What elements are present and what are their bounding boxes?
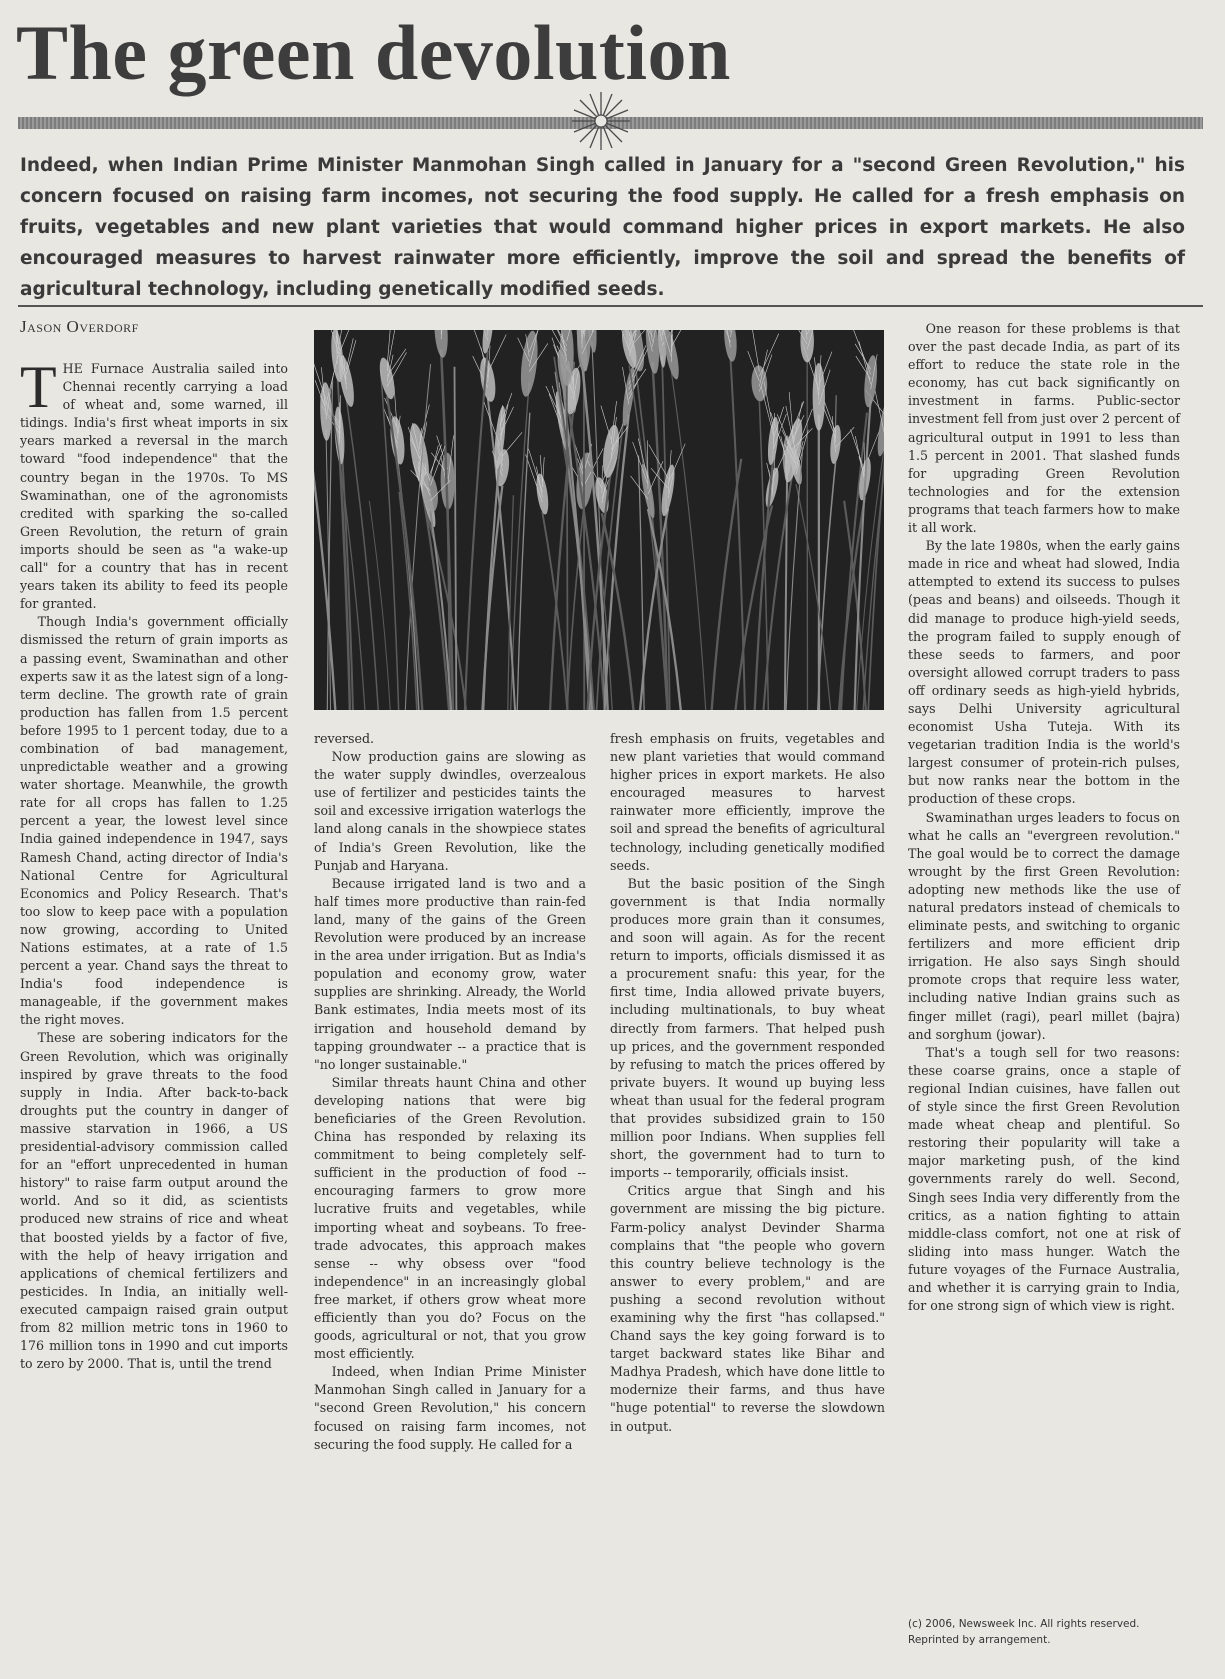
wheat-stalks-illustration [314, 330, 884, 710]
paragraph: reversed. [314, 731, 375, 746]
paragraph: These are sobering indicators for the Green Revolution, which was originally inspired by grave threats to the food supply in India. After back-to-back droughts put the country in danger of massive starvation in 1966, a US presidential-advisory commission called for an "effort unprecedented in human history" to raise farm output around the world. And so it did, as scientists produced new strains of rice and wheat that boosted yields by a factor of five, with the help of heavy irrigation and applications of chemical fertilizers and pesticides. In India, an initially well-executed campaign raised grain output from 82 million metric tons in 1960 to 176 million tons in 1990 and cut imports to zero by 2000. That is, until the trend [20, 1030, 288, 1372]
article-column-3 [610, 730, 885, 1436]
article-column-4 [908, 320, 1180, 1315]
reprint-line: Reprinted by arrangement. [908, 1634, 1051, 1646]
article-column-2 [314, 730, 586, 1454]
copyright-notice [908, 1616, 1180, 1648]
paragraph: By the late 1980s, when the early gains made in rice and wheat had slowed, India attempted to extend its success to pulses (peas and beans) and oilseeds. Though it did manage to produce high-yield seeds, the program failed to supply enough of these seeds to farmers, and poor oversight allowed corrupt traders to pass off ordinary seeds as high-yield hybrids, says Delhi University agricultural economist Usha Tuteja. With its vegetarian tradition India is the world's largest consumer of protein-rich pulses, but now ranks near the bottom in the production of these crops. [908, 538, 1180, 807]
paragraph: THE Furnace Australia sailed into Chennai recently carrying a load of wheat and, some warned, ill tidings. India's first wheat imports in six years marked a reversal in the march toward "food independence" that the country began in the 1970s. To MS Swaminathan, one of the agronomists credited with sparking the so-called Green Revolution, the return of grain imports should be seen as "a wake-up call" for a country that has in recent years taken its ability to feed its people for granted. [20, 354, 288, 612]
paragraph: fresh emphasis on fruits, vegetables and new plant varieties that would command higher prices in export markets. He also encouraged measures to harvest rainwater more efficiently, improve the soil and spread the benefits of agricultural technology, including genetically modified seeds. [610, 731, 885, 873]
article-column-1 [20, 354, 288, 1373]
copyright-line: (c) 2006, Newsweek Inc. All rights reserved. [908, 1618, 1140, 1630]
starburst-icon [568, 88, 634, 154]
paragraph: Though India's government officially dismissed the return of grain imports as a passing event, Swaminathan and other experts saw it as the latest sign of a long-term decline. The growth rate of grain production has fallen from 1.5 percent before 1995 to 1 percent today, due to a combination of bad management, unpredictable weather and a growing water shortage. Meanwhile, the growth rate for all crops has fallen to 1.25 percent a year, the lowest level since India gained independence in 1947, says Ramesh Chand, acting director of India's National Centre for Agricultural Economics and Policy Research. That's too slow to keep pace with a population now growing, according to United Nations estimates, at a rate of 1.5 percent a year. Chand says the threat to India's food independence is manageable, if the government makes the right moves. [20, 614, 288, 1028]
paragraph: Swaminathan urges leaders to focus on what he calls an "evergreen revolution." The goal would be to correct the damage wrought by the first Green Revolution: adopting new methods like the use of natural predators instead of chemicals to eliminate pests, and switching to organic fertilizers and more efficient drip irrigation. He also says Singh should promote crops that require less water, including native Indian grains such as finger millet (ragi), pearl millet (bajra) and sorghum (jowar). [908, 809, 1180, 1042]
paragraph: That's a tough sell for two reasons: these coarse grains, once a staple of regional Indian cuisines, have fallen out of style since the first Green Revolution made wheat cheap and plentiful. So restoring their popularity will take a major marketing push, of the kind governments rarely do well. Second, Singh sees India very differently from the critics, as a nation fighting to attain middle-class comfort, not one at risk of sliding into mass hunger. Watch the future voyages of the Furnace Australia, and whether it is carrying grain to India, for one strong sign of which view is right. [908, 1044, 1180, 1314]
paragraph: But the basic position of the Singh government is that India normally produces more grain than it consumes, and soon will again. As for the recent return to imports, officials dismissed it as a procurement snafu: this year, for the first time, India allowed private buyers, including multinationals, to buy wheat directly from farmers. That helped push up prices, and the government responded by refusing to match the prices offered by private buyers. It wound up buying less wheat than usual for the federal program that provides subsidized grain to 150 million poor Indians. When supplies fell short, the government had to turn to imports -- temporarily, officials insist. [610, 875, 885, 1181]
wheat-field-photo [314, 330, 884, 710]
paragraph: Indeed, when Indian Prime Minister Manmohan Singh called in January for a "second Green Revolution," his concern focused on raising farm incomes, not securing the food supply. He called for a [314, 1364, 586, 1452]
headline: The green devolution [16, 9, 731, 96]
byline: Jason Overdorf [20, 317, 139, 336]
paragraph: One reason for these problems is that over the past decade India, as part of its effort to reduce the state role in the economy, has cut back significantly on investment in farms. Public-sector investment fell from just over 2 percent of agricultural output in 1991 to less than 1.5 percent in 2001. That slashed funds for upgrading Green Revolution technologies and for the extension programs that teach farmers how to make it all work. [908, 321, 1180, 536]
paragraph: Similar threats haunt China and other developing nations that were big beneficiaries of the Green Revolution. China has responded by relaxing its commitment to being completely self-sufficient in the production of food -- encouraging farmers to grow more lucrative fruits and vegetables, while importing wheat and soybeans. To free-trade advocates, this approach makes sense -- why obsess over "food independence" in an increasingly global free market, if others grow wheat more efficiently than you do? Focus on the goods, agricultural or not, that you grow most efficiently. [314, 1074, 586, 1362]
paragraph: Now production gains are slowing as the water supply dwindles, overzealous use of fertilizer and pesticides taints the soil and excessive irrigation waterlogs the land along canals in the showpiece states of India's Green Revolution, like the Punjab and Haryana. [314, 749, 586, 873]
section-divider [18, 305, 1203, 307]
paragraph: Because irrigated land is two and a half times more productive than rain-fed land, many of the gains of the Green Revolution were produced by an increase in the area under irrigation. But as India's population and economy grow, water supplies are shrinking. Already, the World Bank estimates, India meets most of its irrigation and household demand by tapping groundwater -- a practice that is "no longer sustainable." [314, 875, 586, 1072]
deck-summary: Indeed, when Indian Prime Minister Manmohan Singh called in January for a "second Green Revolution," his concern focused on raising farm incomes, not securing the food supply. He called for a fresh emphasis on fruits, vegetables and new plant varieties that would command higher prices in export markets. He also encouraged measures to harvest rainwater more efficiently, improve the soil and spread the benefits of agricultural technology, including genetically modified seeds. [20, 155, 1185, 300]
drop-cap: T [20, 354, 57, 420]
paragraph: Critics argue that Singh and his government are missing the big picture. Farm-policy analyst Devinder Sharma complains that "the people who govern this country believe technology is the answer to every problem," and are pushing a second revolution without examining why the first "has collapsed." Chand says the key going forward is to target backward states like Bihar and Madhya Pradesh, which have done little to modernize their farms, and thus have "huge potential" to reverse the slowdown in output. [610, 1183, 885, 1434]
